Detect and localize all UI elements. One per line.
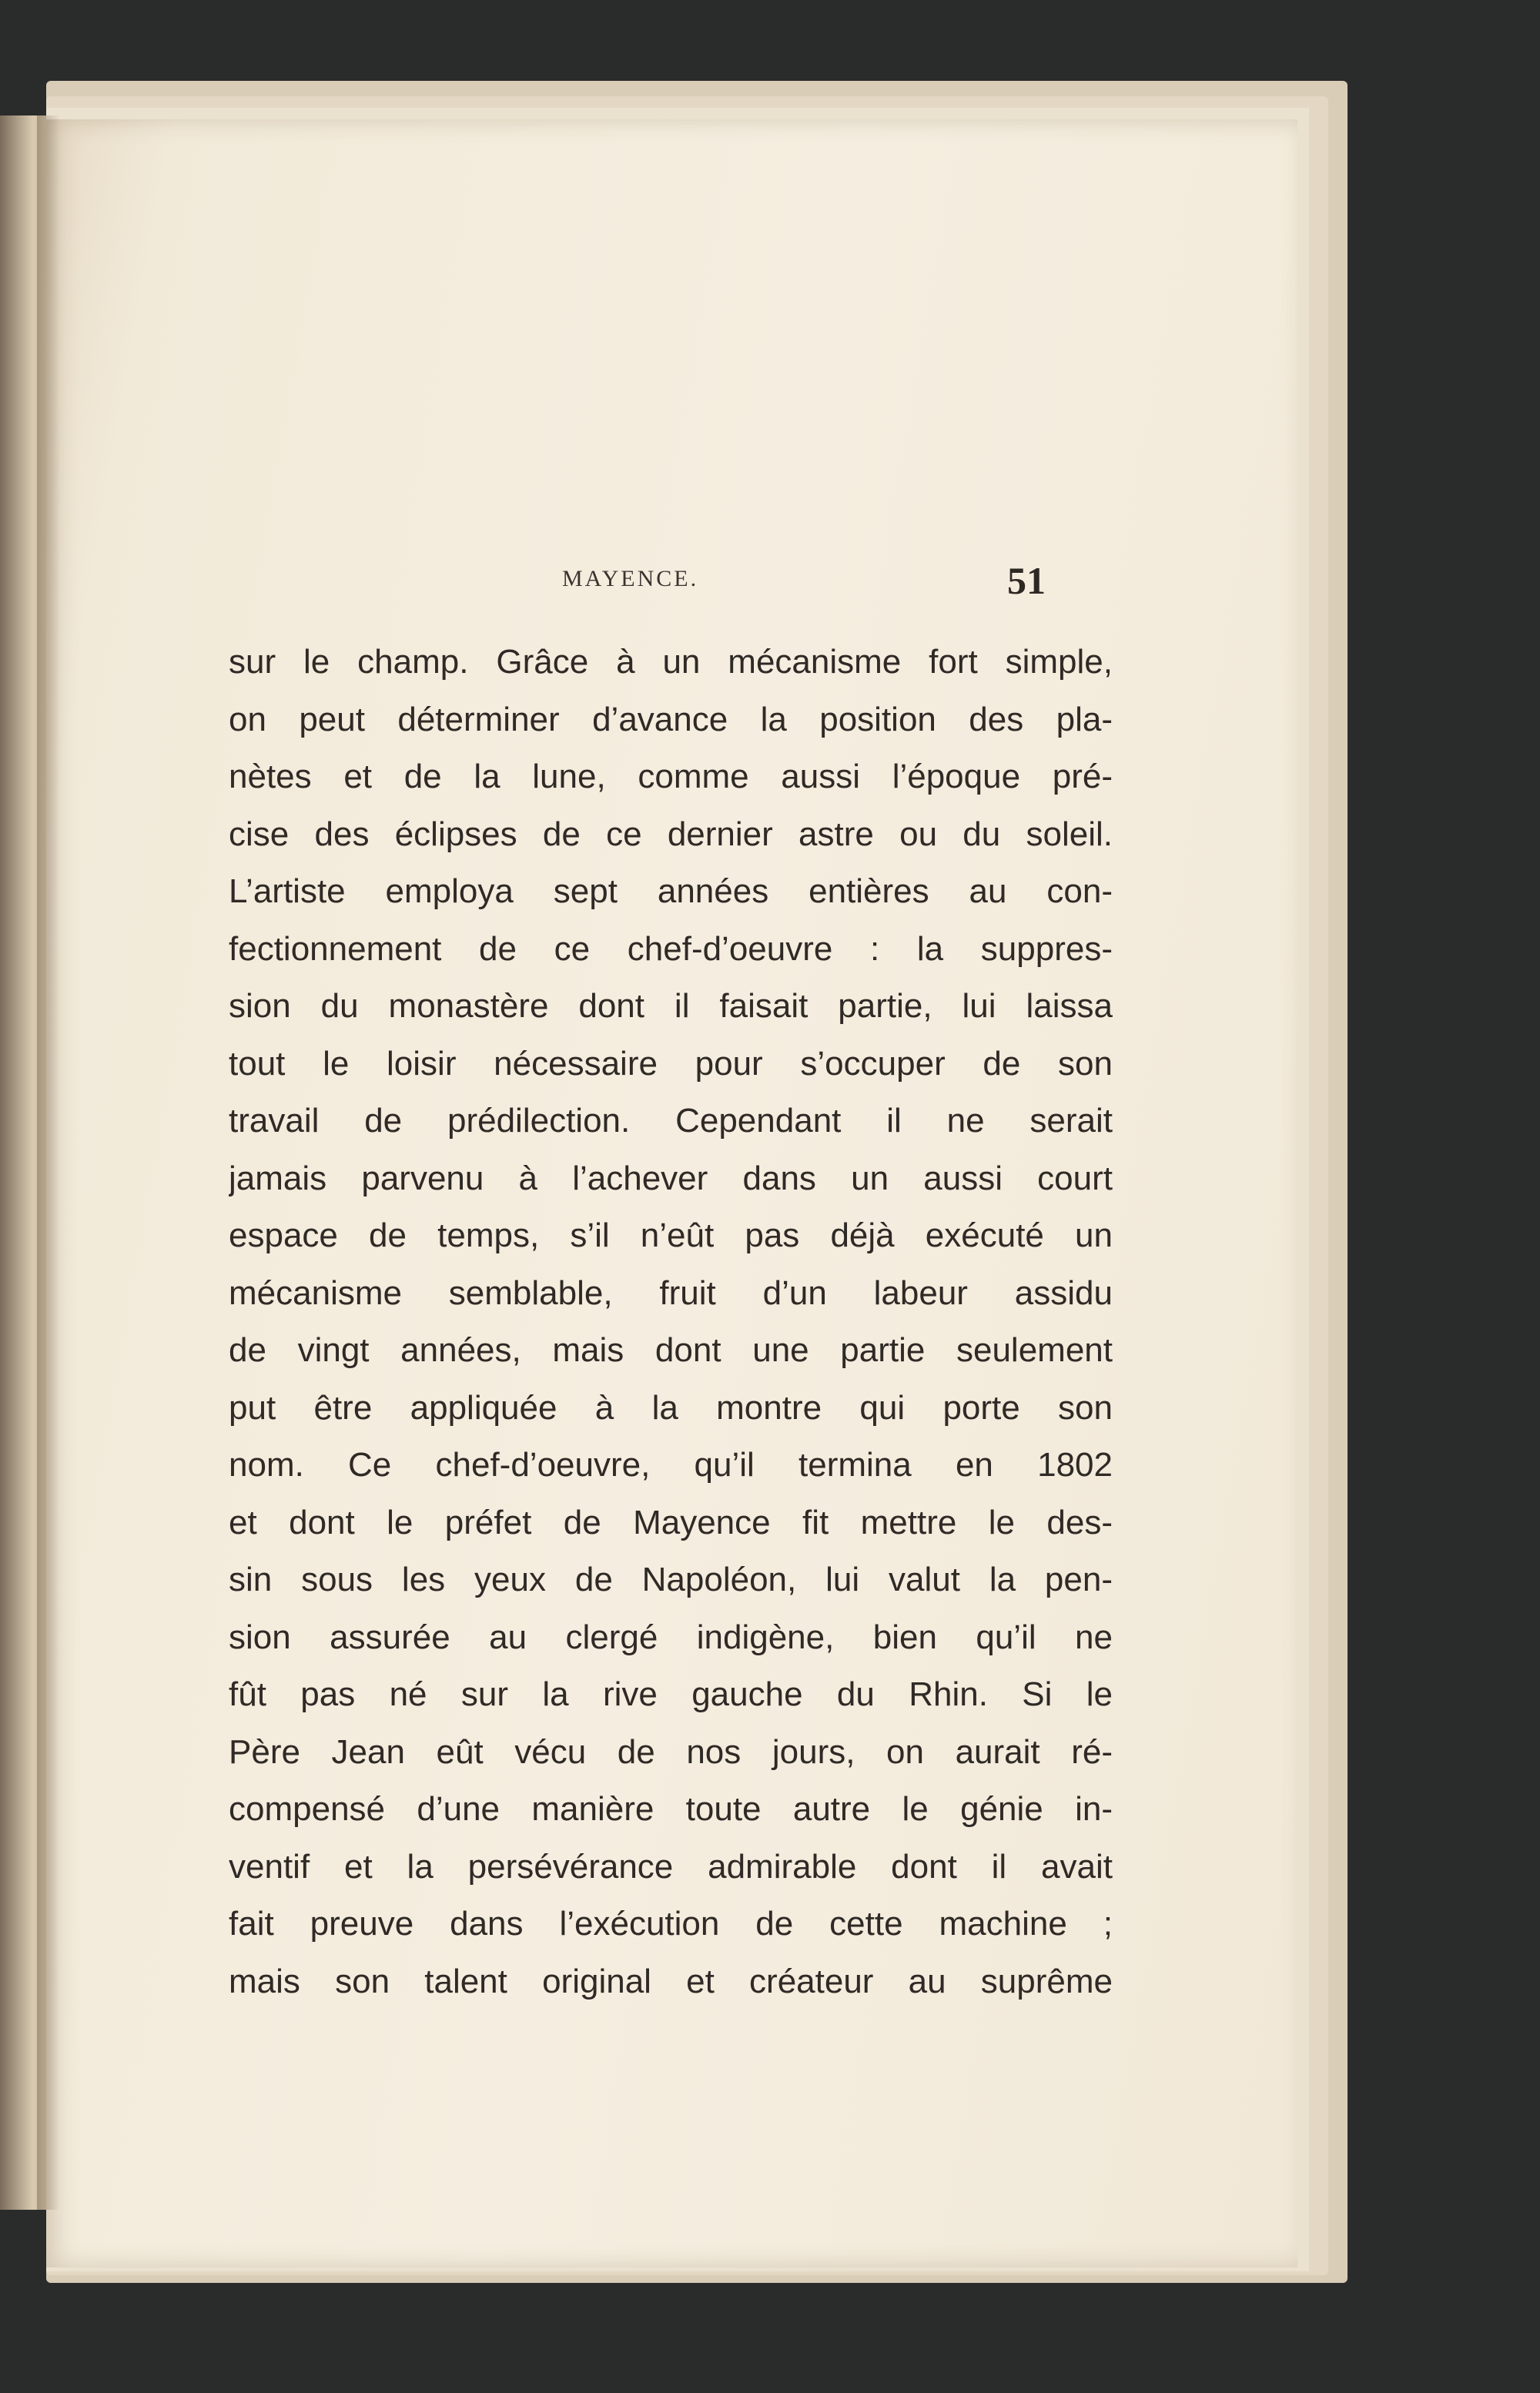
text-line: et dont le préfet de Mayence fit mettre le des-	[229, 1503, 1113, 1541]
text-line: nètes et de la lune, comme aussi l’époque pré-	[229, 758, 1113, 795]
book-page	[46, 119, 1297, 2267]
text-line: ventif et la persévérance admirable dont il avait	[229, 1847, 1113, 1886]
text-line: sion assurée au clergé indigène, bien qu’il ne	[229, 1618, 1113, 1656]
text-line: mécanisme semblable, fruit d’un labeur assidu	[229, 1273, 1113, 1312]
body-text	[229, 634, 1113, 2010]
text-line: sur le champ. Grâce à un mécanisme fort simple,	[229, 643, 1113, 681]
text-line: nom. Ce chef-d’oeuvre, qu’il termina en 1802	[229, 1446, 1113, 1484]
text-line: fait preuve dans l’exécution de cette machine ;	[229, 1905, 1113, 1943]
gutter-shadow	[37, 115, 60, 2210]
text-line: fectionnement de ce chef-d’oeuvre : la suppres-	[229, 929, 1113, 968]
text-line: de vingt années, mais dont une partie seulement	[229, 1331, 1113, 1369]
page-number: 51	[1007, 559, 1046, 602]
text-line: jamais parvenu à l’achever dans un aussi court	[229, 1159, 1113, 1197]
text-line: espace de temps, s’il n’eût pas déjà exécuté un	[229, 1217, 1113, 1254]
text-line: compensé d’une manière toute autre le génie in-	[229, 1790, 1113, 1828]
text-line: on peut déterminer d’avance la position des pla-	[229, 700, 1113, 738]
text-line: Père Jean eût vécu de nos jours, on aurait ré-	[229, 1732, 1113, 1771]
running-head	[46, 558, 1297, 612]
text-line: L’artiste employa sept années entières au con-	[229, 872, 1113, 910]
text-line: sion du monastère dont il faisait partie, lui laissa	[229, 987, 1113, 1025]
running-head-title: MAYENCE.	[562, 566, 699, 591]
text-line: sin sous les yeux de Napoléon, lui valut la pen-	[229, 1561, 1113, 1598]
text-line: cise des éclipses de ce dernier astre ou du soleil.	[229, 815, 1113, 853]
text-line: put être appliquée à la montre qui porte son	[229, 1388, 1113, 1427]
text-line: travail de prédilection. Cependant il ne serait	[229, 1102, 1113, 1140]
text-line: fût pas né sur la rive gauche du Rhin. Si le	[229, 1675, 1113, 1713]
text-line: mais son talent original et créateur au suprême	[229, 1962, 1113, 2000]
text-line: tout le loisir nécessaire pour s’occuper de son	[229, 1044, 1113, 1083]
